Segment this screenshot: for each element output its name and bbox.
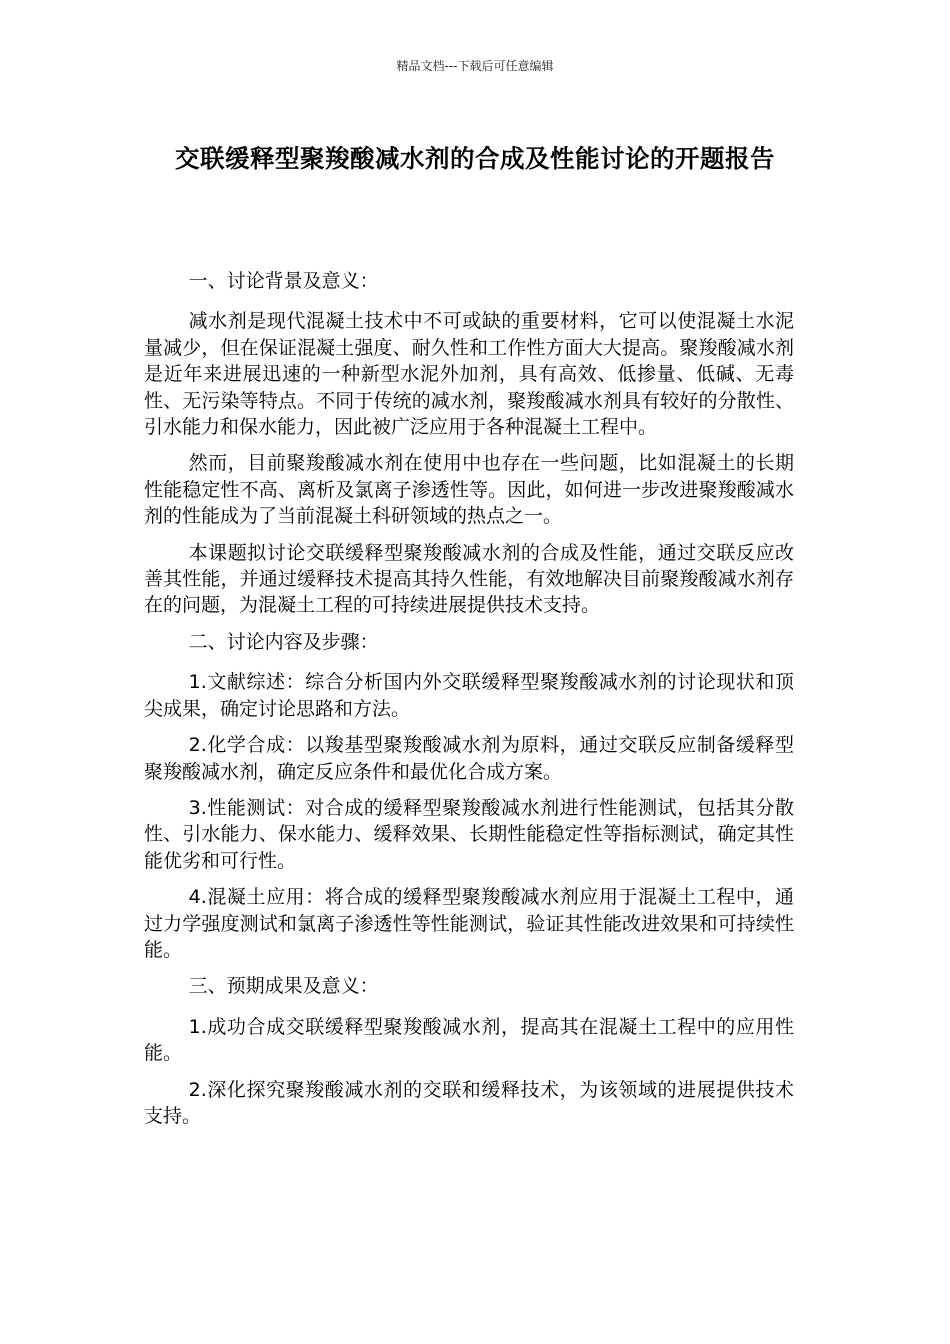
list-item: 3.性能测试：对合成的缓释型聚羧酸减水剂进行性能测试，包括其分散性、引水能力、保水能力、缓释效果、长期性能稳定性等指标测试，确定其性能优劣和可行性。: [144, 796, 794, 872]
list-item: 1.成功合成交联缓释型聚羧酸减水剂，提高其在混凝土工程中的应用性能。: [144, 1015, 794, 1065]
list-item: 2.深化探究聚羧酸减水剂的交联和缓释技术，为该领域的进展提供技术支持。: [144, 1078, 794, 1127]
section-heading: 一、讨论背景及意义：: [188, 270, 379, 292]
body-paragraph: 然而，目前聚羧酸减水剂在使用中也存在一些问题，比如混凝土的长期性能稳定性不高、离析及氯离子渗透性等。因此，如何进一步改进聚羧酸减水剂的性能成为了当前混凝土科研领域的热点之一。: [144, 452, 794, 528]
body-paragraph: 减水剂是现代混凝土技术中不可或缺的重要材料，它可以使混凝土水泥量减少，但在保证混凝土强度、耐久性和工作性方面大大提高。聚羧酸减水剂是近年来进展迅速的一种新型水泥外加剂，具有高效、低掺量、低碱、无毒性、无污染等特点。不同于传统的减水剂，聚羧酸减水剂具有较好的分散性、引水能力和保水能力，因此被广泛应用于各种混凝土工程中。: [144, 310, 794, 439]
section-heading: 三、预期成果及意义：: [188, 975, 379, 998]
section-heading: 二、讨论内容及步骤：: [188, 630, 379, 653]
list-item: 2.化学合成：以羧基型聚羧酸减水剂为原料，通过交联反应制备缓释型聚羧酸减水剂，确定反应条件和最优化合成方案。: [144, 734, 794, 783]
list-item: 4.混凝土应用：将合成的缓释型聚羧酸减水剂应用于混凝土工程中，通过力学强度测试和氯离子渗透性等性能测试，验证其性能改进效果和可持续性能。: [144, 886, 794, 961]
document-body: [144, 268, 794, 1139]
document-title: 交联缓释型聚羧酸减水剂的合成及性能讨论的开题报告: [175, 144, 775, 173]
section-content-steps: [144, 629, 794, 963]
section-expected-results: [144, 973, 794, 1129]
list-item: 1.文献综述：综合分析国内外交联缓释型聚羧酸减水剂的讨论现状和顶尖成果，确定讨论思路和方法。: [144, 671, 794, 720]
body-paragraph: 本课题拟讨论交联缓释型聚羧酸减水剂的合成及性能，通过交联反应改善其性能，并通过缓释技术提高其持久性能，有效地解决目前聚羧酸减水剂存在的问题，为混凝土工程的可持续进展提供技术支持。: [144, 541, 794, 617]
page-header: 精品文档---下载后可任意编辑: [396, 59, 554, 73]
section-background: [144, 268, 794, 619]
